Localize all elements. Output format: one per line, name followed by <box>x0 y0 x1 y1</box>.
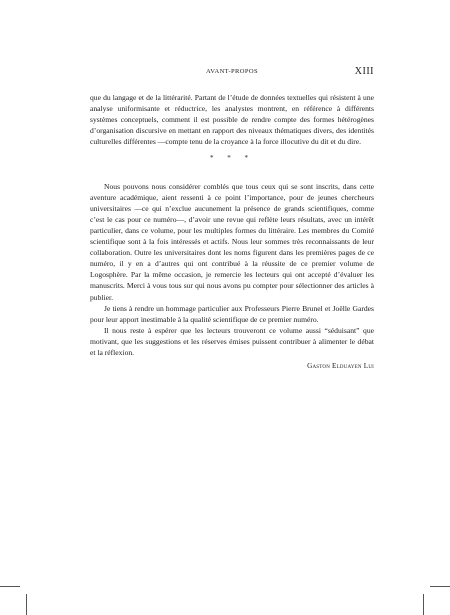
paragraph: Il nous reste à espérer que les lecteurs trouveront ce volume aussi “séduisant” que motivant, que les suggestions et les réserves émises puissent contribuer à alimenter le débat et la réflexion. <box>90 325 374 357</box>
page-header <box>90 68 374 80</box>
paragraph: que du langage et de la littérarité. Partant de l’étude de données textuelles qui résistent à une analyse uniformisante et réductrice, les analystes montrent, en référence à différents systèmes conceptuels, comment il est possible de rendre compte des formes hétérogènes d’organisation discursive en mettant en rapport des niveaux thématiques divers, des identités culturelles différentes —compte tenu de la croyance à la force illocutive du dit et du dire. <box>90 93 374 147</box>
crop-mark <box>26 594 27 615</box>
section-separator: * * * <box>210 154 254 163</box>
paragraph: Je tiens à rendre un hommage particulier aux Professeurs Pierre Brunel et Joëlle Gardes pour leur apport inestimable à la qualité scientifique de ce premier numéro. <box>90 303 374 324</box>
author-signature: Gaston Elduayen Lui <box>307 362 374 371</box>
running-head: AVANT-PROPOS <box>205 68 258 75</box>
crop-mark <box>423 594 424 615</box>
paragraph: Nous pouvons nous considérer comblés que tous ceux qui se sont inscrits, dans cette aventure académique, aient ressenti à ce point l’importance, pour de jeunes chercheurs universitaires —ce qui n’exclue aucunement la présence de grands scientifiques, comme c’est le cas pour ce numéro—, d’avoir une revue qui reflète leurs résultats, avec un intérêt particulier, dans ce volume, pour les multiples formes du littéraire. Les membres du Comité scientifique sont à la fois intéressés et actifs. Nous leur sommes très reconnaissants de leur collaboration. Outre les universitaires dont les noms figurent dans les premières pages de ce numéro, il y en a d’autres qui ont contribué à la réussite de ce premier volume de Logosphère. Par la même occasion, je remercie les lecteurs qui ont accepté d’évaluer les manuscrits. Merci à vous tous sur qui nous avons pu compter pour sélectionner des articles à publier. <box>90 181 374 302</box>
crop-mark <box>0 586 20 587</box>
crop-mark <box>430 586 450 587</box>
page-number: XIII <box>354 66 374 77</box>
body-text <box>90 92 374 372</box>
